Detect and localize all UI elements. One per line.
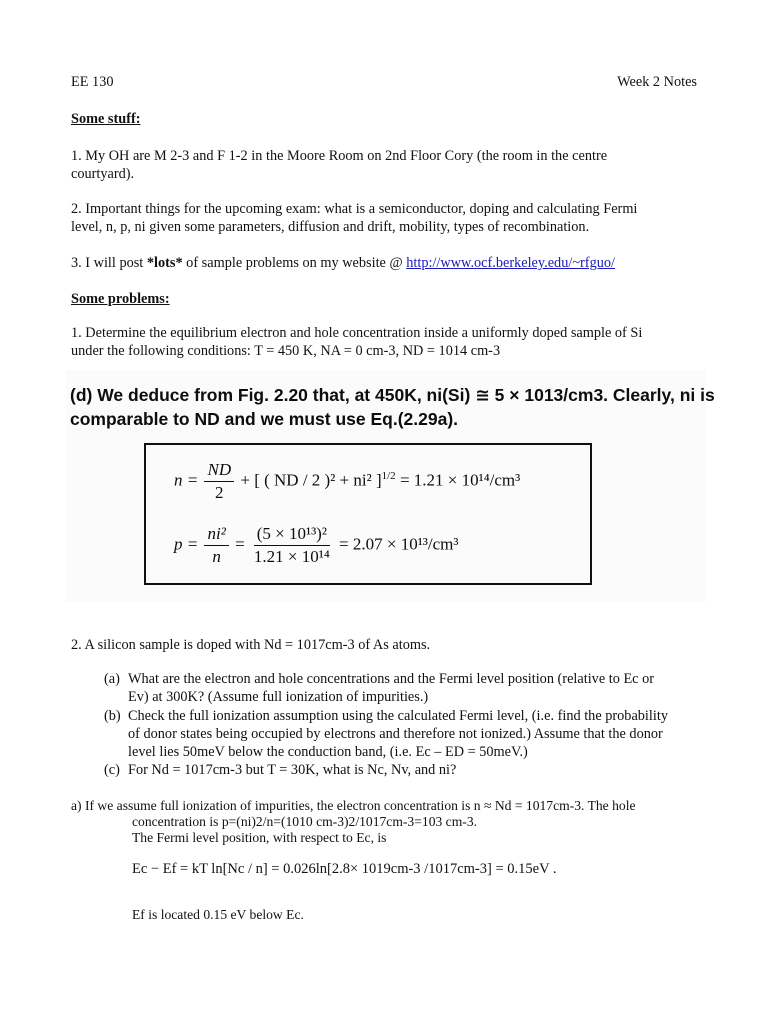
item-1-line-1: 1. My OH are M 2-3 and F 1-2 in the Moore Room on 2nd Floor Cory (the room in the centre (71, 148, 608, 164)
part-a-line-1: What are the electron and hole concentrations and the Fermi level position (relative to Ec or (128, 671, 655, 687)
equation-n (174, 459, 520, 504)
equation-p: p = $\frac{\text{ni²}}{n}$ = $\frac{\text{(5 × 10¹³)²}}{\text{1.21 × 10¹⁴}}$ = 2.07 × 10¹³/cm³ (174, 523, 459, 568)
part-b-line-1: Check the full ionization assumption using the calculated Fermi level, (i.e. find the probability (128, 708, 668, 724)
answer-line-4: Ef is located 0.15 eV below Ec. (132, 907, 304, 922)
course-code: EE 130 (71, 74, 114, 90)
eq-n-den: 2 (215, 483, 224, 503)
answer-line-2: concentration is p=(ni)2/n=(1010 cm-3)2/1017cm-3=103 cm-3. (132, 814, 478, 829)
item-3-prefix: 3. I will post (71, 255, 147, 271)
item-3 (71, 254, 615, 273)
eq-p-fraction-1 (204, 523, 228, 568)
scan-line-2: comparable to ND and we must use Eq.(2.29a). (70, 409, 459, 429)
part-c-label: (c) (104, 762, 120, 778)
item-3-mid: of sample problems on my website @ (182, 255, 407, 271)
problem-1-line-1: 1. Determine the equilibrium electron and hole concentration inside a uniformly doped sample of Si (71, 325, 643, 341)
eq-p-num-2: (5 × 10¹³)² (254, 523, 330, 546)
scan-line-1: (d) We deduce from Fig. 2.20 that, at 450K, ni(Si) ≅ 5 × 1013/cm3. Clearly, ni is (70, 385, 715, 405)
section-heading-some-stuff: Some stuff: (71, 111, 141, 127)
week-label: Week 2 Notes (617, 74, 697, 90)
eq-p-fraction-2 (251, 523, 333, 568)
eq-n-exp: 1/2 (381, 469, 396, 482)
eq-n-fraction (204, 459, 234, 504)
equation-box (144, 443, 592, 585)
answer-line-3: The Fermi level position, with respect to Ec, is (132, 830, 387, 845)
eq-p-num-1: ni² (204, 523, 228, 546)
problem-1-line-2: under the following conditions: T = 450 K, NA = 0 cm-3, ND = 1014 cm-3 (71, 343, 501, 359)
item-3-bold: *lots* (146, 255, 183, 271)
eq-p-den-1: n (212, 547, 221, 567)
eq-p-lhs: p = (174, 534, 199, 554)
part-b-line-2: of donor states being occupied by electrons and therefore not ionized.) Assume that the donor (128, 726, 663, 742)
eq-n-rhs: = 1.21 × 10¹⁴/cm³ (399, 470, 521, 490)
website-link[interactable]: http://www.ocf.berkeley.edu/~rfguo/ (406, 255, 615, 271)
eq-n-lhs: n = (174, 470, 199, 490)
part-c-line-1: For Nd = 1017cm-3 but T = 30K, what is Nc, Nv, and ni? (128, 762, 457, 778)
section-heading-some-problems: Some problems: (71, 291, 170, 307)
scanned-solution (66, 370, 715, 602)
problem-2-intro: 2. A silicon sample is doped with Nd = 1017cm-3 of As atoms. (71, 637, 431, 653)
eq-n-mid: + [ ( ND / 2 )² + ni² ] (240, 470, 382, 490)
eq-n-num: ND (204, 459, 234, 482)
item-1-line-2: courtyard). (71, 166, 135, 182)
fermi-level-equation: Ec − Ef = kT ln[Nc / n] = 0.026ln[2.8× 1019cm-3 /1017cm-3] = 0.15eV . (132, 861, 557, 877)
part-b-label: (b) (104, 708, 121, 724)
answer-line-1: a) If we assume full ionization of impurities, the electron concentration is n ≈ Nd = 1017cm-3. The hole (71, 798, 636, 813)
part-a-line-2: Ev) at 300K? (Assume full ionization of impurities.) (128, 689, 429, 705)
eq-p-rhs: = 2.07 × 10¹³/cm³ (339, 534, 459, 554)
part-b-line-3: level lies 50meV below the conduction band, (i.e. Ec – ED = 50meV.) (128, 744, 528, 760)
part-a-label: (a) (104, 671, 120, 687)
item-2-line-2: level, n, p, ni given some parameters, diffusion and drift, mobility, types of recombination. (71, 219, 590, 235)
item-2-line-1: 2. Important things for the upcoming exam: what is a semiconductor, doping and calculating Fermi (71, 201, 638, 217)
eq-p-den-2: 1.21 × 10¹⁴ (253, 547, 330, 567)
